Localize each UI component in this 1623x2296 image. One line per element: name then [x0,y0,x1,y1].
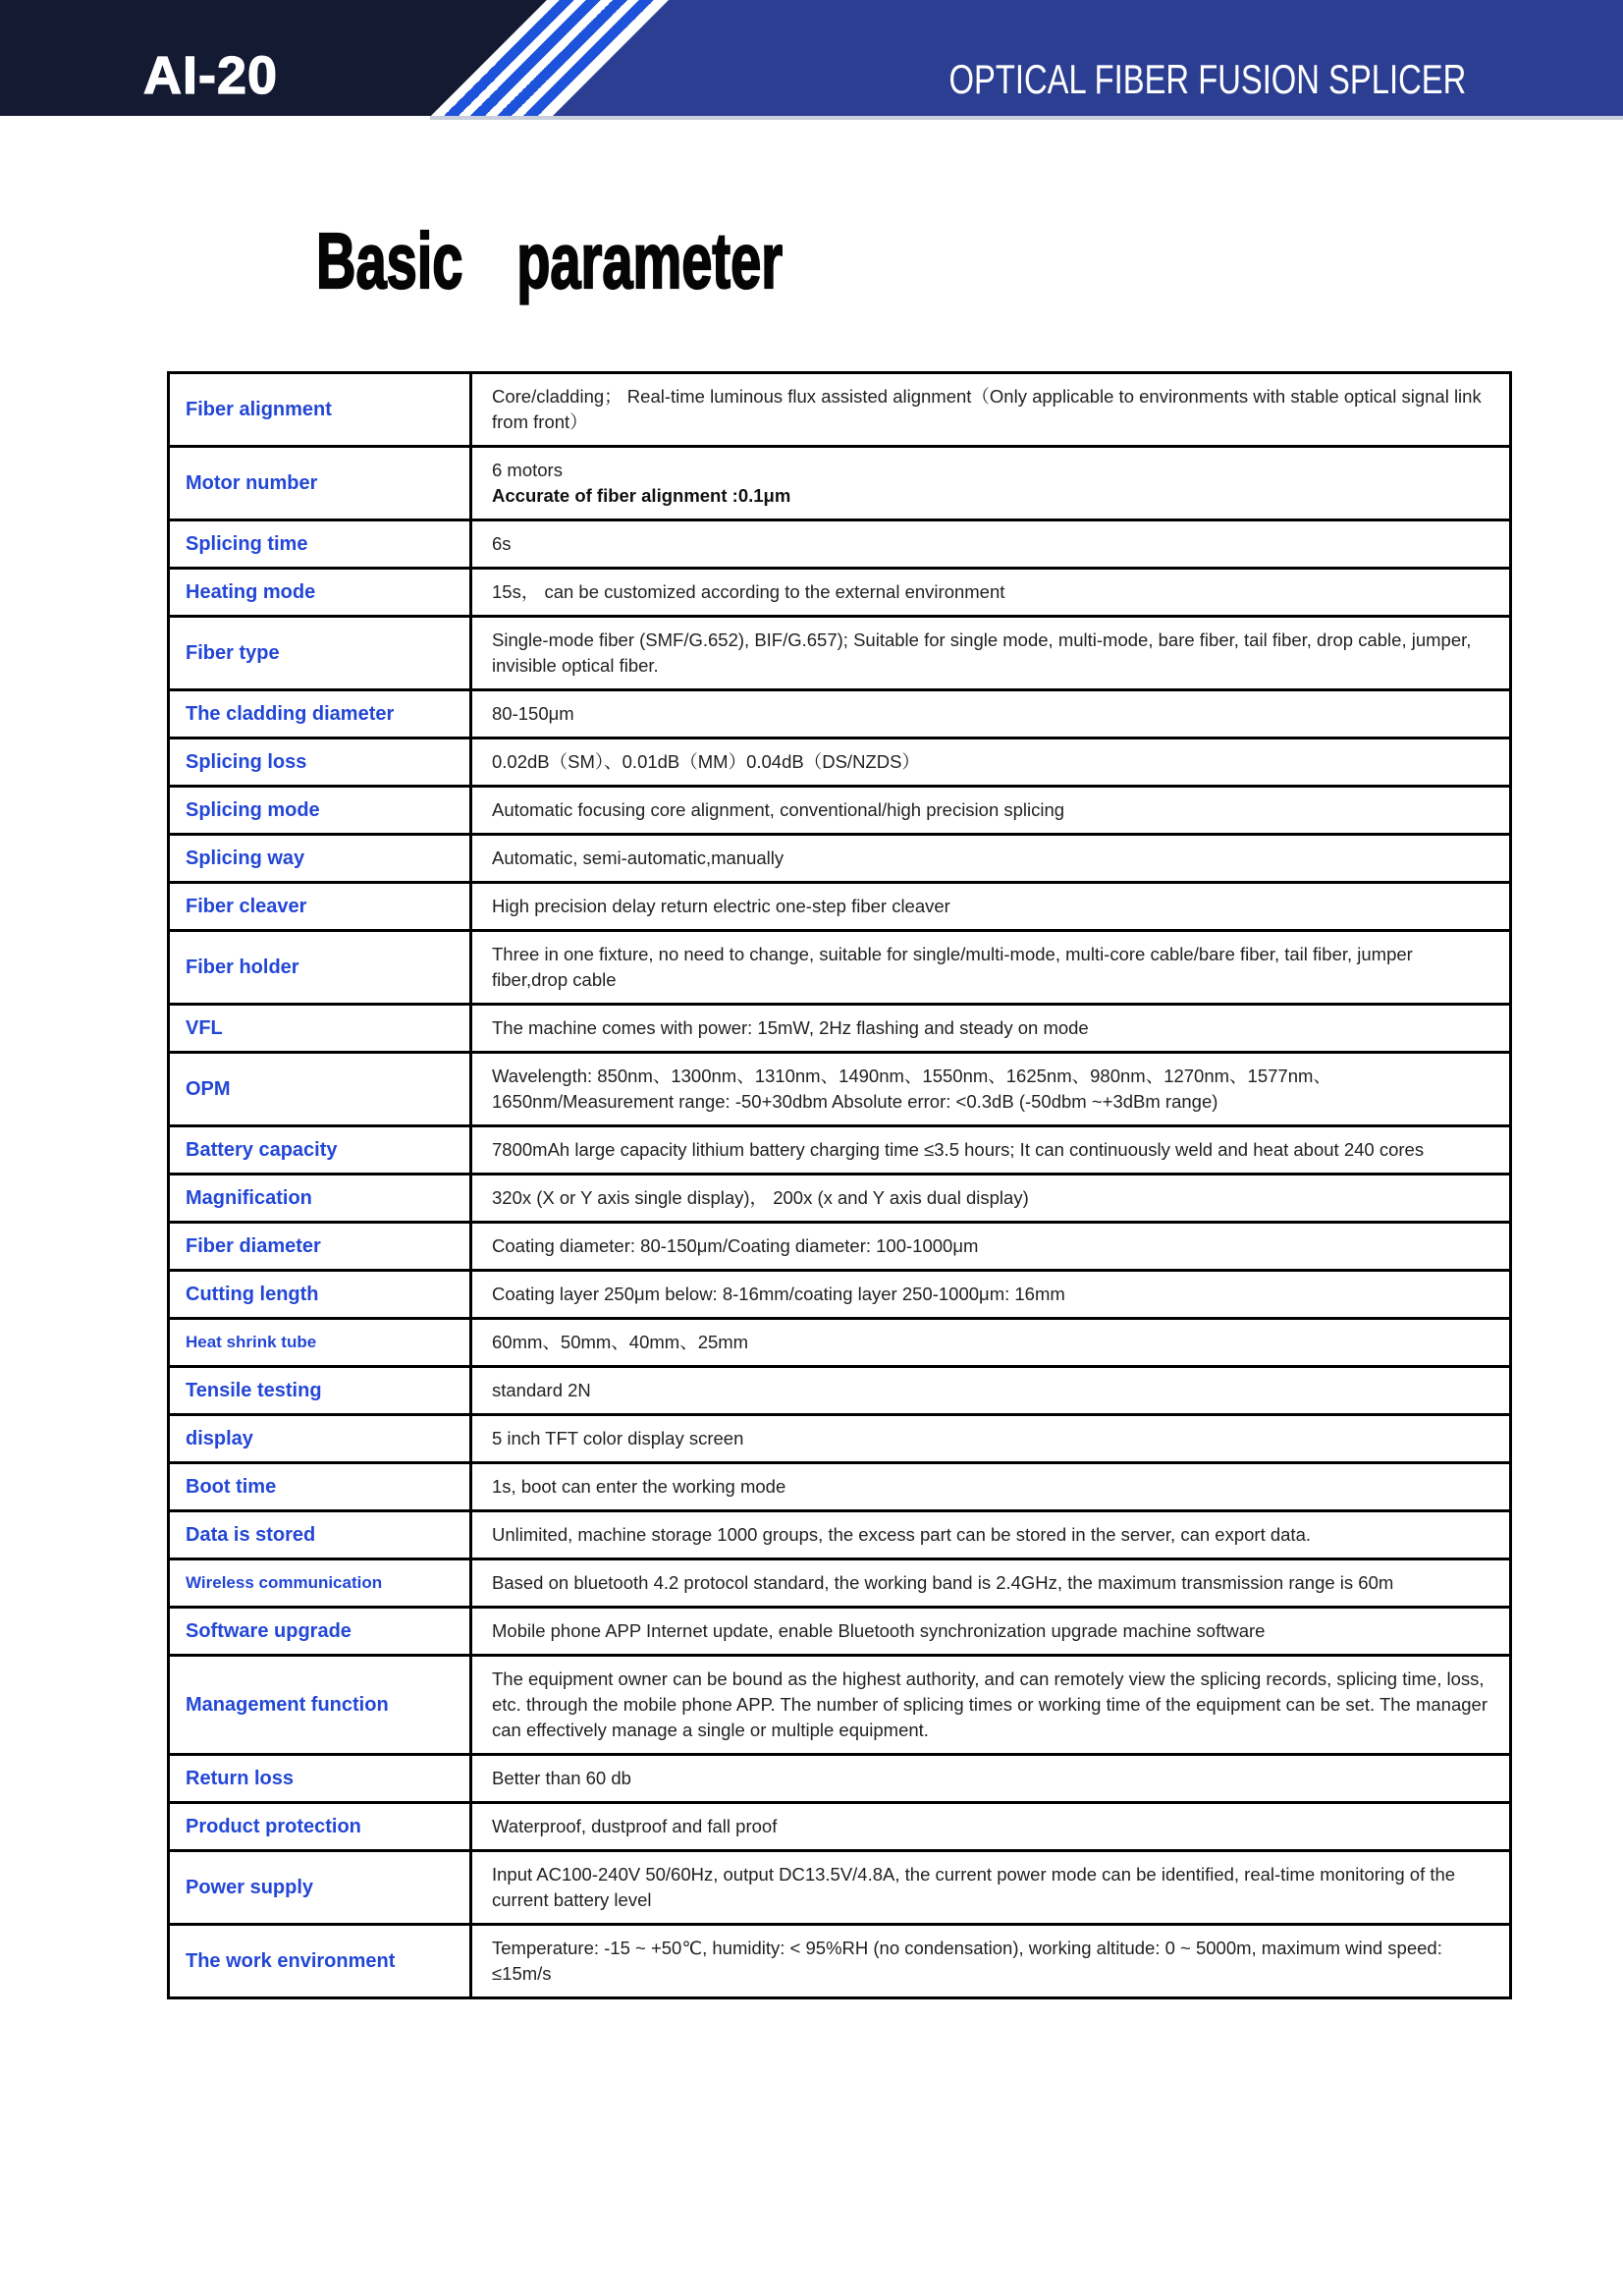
table-row [169,1126,1511,1175]
table-row [169,1755,1511,1803]
parameter-value-cell [471,1271,1511,1319]
parameter-value-cell [471,1851,1511,1925]
parameter-label: Boot time [169,1463,471,1511]
parameter-value-text: 5 inch TFT color display screen [492,1428,744,1449]
table-row [169,1851,1511,1925]
parameter-label: Software upgrade [169,1608,471,1656]
parameter-value-cell [471,1415,1511,1463]
model-label: AI-20 [143,46,279,105]
parameter-label: Data is stored [169,1511,471,1559]
parameter-value-cell [471,569,1511,617]
parameter-label: display [169,1415,471,1463]
parameter-value-cell [471,1367,1511,1415]
table-row [169,1463,1511,1511]
parameter-value-cell [471,1755,1511,1803]
parameter-value-text: Single-mode fiber (SMF/G.652), BIF/G.657); Suitable for single mode, multi-mode, bare fiber, tail fiber, drop cable, jumper, invisible optical fiber. [492,629,1472,676]
table-row [169,1053,1511,1126]
header-banner [0,0,1623,116]
parameter-value-text: Waterproof, dustproof and fall proof [492,1816,778,1836]
table-row [169,1005,1511,1053]
table-row [169,787,1511,835]
parameter-value-text: 15s， can be customized according to the external environment [492,581,1005,602]
parameter-value-text: The equipment owner can be bound as the highest authority, and can remotely view the splicing records, splicing time, loss, etc. through the mobile phone APP. The number of splicing times or working time of the equipment can be set. The manager can effectively manage a single or multiple equipment. [492,1668,1488,1740]
table-row [169,1511,1511,1559]
parameter-value-text: Three in one fixture, no need to change, suitable for single/multi-mode, multi-core cable/bare fiber, tail fiber, jumper fiber,drop cable [492,944,1413,990]
parameter-label: Management function [169,1656,471,1755]
parameter-value-text: 6s [492,533,512,554]
table-row [169,931,1511,1005]
parameter-value-cell [471,1175,1511,1223]
parameter-value-text: standard 2N [492,1380,591,1400]
parameter-value-cell [471,690,1511,738]
parameter-value-cell [471,1053,1511,1126]
parameter-value-text: The machine comes with power: 15mW, 2Hz flashing and steady on mode [492,1017,1089,1038]
parameter-value-cell [471,1656,1511,1755]
parameter-value-text: 60mm、50mm、40mm、25mm [492,1332,749,1352]
parameter-label: Splicing loss [169,738,471,787]
parameter-label: Wireless communication [169,1559,471,1608]
parameter-value-cell [471,447,1511,520]
basic-parameter-table-body [169,373,1511,1998]
parameter-value-cell [471,1005,1511,1053]
table-row [169,1271,1511,1319]
parameter-value-text: Core/cladding； Real-time luminous flux assisted alignment（Only applicable to environments with stable optical signal link from front） [492,386,1482,432]
parameter-label: Splicing mode [169,787,471,835]
parameter-value-cell [471,373,1511,447]
parameter-label: Fiber holder [169,931,471,1005]
parameter-label: Splicing way [169,835,471,883]
parameter-value-cell [471,1126,1511,1175]
table-row [169,1415,1511,1463]
parameter-label: Fiber alignment [169,373,471,447]
table-row [169,1175,1511,1223]
table-row [169,520,1511,569]
parameter-value-cell [471,1319,1511,1367]
parameter-value-cell [471,787,1511,835]
parameter-value-cell [471,1463,1511,1511]
parameter-label: Fiber diameter [169,1223,471,1271]
parameter-label: The cladding diameter [169,690,471,738]
parameter-value-text: 6 motors [492,460,563,480]
table-row [169,1223,1511,1271]
parameter-value-cell [471,1559,1511,1608]
parameter-label: The work environment [169,1925,471,1998]
parameter-label: Power supply [169,1851,471,1925]
parameter-value-text: High precision delay return electric one-step fiber cleaver [492,896,950,916]
parameter-label: Cutting length [169,1271,471,1319]
parameter-label: Tensile testing [169,1367,471,1415]
parameter-label: Fiber cleaver [169,883,471,931]
parameter-value-text: 80-150μm [492,703,574,724]
parameter-value-text: 7800mAh large capacity lithium battery charging time ≤3.5 hours; It can continuously weld and heat about 240 cores [492,1139,1425,1160]
basic-parameter-table [167,371,1512,1999]
parameter-value-text: Coating layer 250μm below: 8-16mm/coating layer 250-1000μm: 16mm [492,1284,1065,1304]
parameter-label: Product protection [169,1803,471,1851]
parameter-value-cell [471,1925,1511,1998]
table-row [169,1925,1511,1998]
parameter-value-text: Wavelength: 850nm、1300nm、1310nm、1490nm、1550nm、1625nm、980nm、1270nm、1577nm、1650nm/Measurement range: -50+30dbm Absolute error: <0.3dB (-50dbm ~+3dBm range) [492,1066,1331,1112]
parameter-value-cell [471,738,1511,787]
parameter-value-cell [471,1803,1511,1851]
table-row [169,617,1511,690]
parameter-value-text: 320x (X or Y axis single display)， 200x (x and Y axis dual display) [492,1187,1029,1208]
table-row [169,690,1511,738]
table-row [169,1608,1511,1656]
page-title: Basic parameter [316,217,784,304]
table-row [169,883,1511,931]
parameter-value-text: Automatic, semi-automatic,manually [492,847,784,868]
parameter-value-text: Mobile phone APP Internet update, enable Bluetooth synchronization upgrade machine software [492,1620,1266,1641]
parameter-value-cell [471,835,1511,883]
parameter-value-cell [471,520,1511,569]
parameter-label: Heating mode [169,569,471,617]
parameter-value-bold-text: Accurate of fiber alignment :0.1μm [492,485,791,506]
header-underline [430,116,1623,120]
parameter-value-cell [471,1608,1511,1656]
product-name: OPTICAL FIBER FUSION SPLICER [948,56,1466,102]
parameter-value-text: Coating diameter: 80-150μm/Coating diameter: 100-1000μm [492,1235,979,1256]
parameter-label: Return loss [169,1755,471,1803]
table-row [169,738,1511,787]
table-row [169,447,1511,520]
parameter-value-cell [471,1223,1511,1271]
parameter-value-cell [471,1511,1511,1559]
parameter-label: VFL [169,1005,471,1053]
parameter-value-text: 1s, boot can enter the working mode [492,1476,786,1497]
parameter-value-cell [471,617,1511,690]
parameter-value-cell [471,931,1511,1005]
table-row [169,1559,1511,1608]
table-row [169,835,1511,883]
table-row [169,1803,1511,1851]
table-row [169,1656,1511,1755]
parameter-label: Heat shrink tube [169,1319,471,1367]
parameter-value-text: Automatic focusing core alignment, conventional/high precision splicing [492,799,1065,820]
table-row [169,373,1511,447]
parameter-value-text: Input AC100-240V 50/60Hz, output DC13.5V/4.8A, the current power mode can be identified, real-time monitoring of the current battery level [492,1864,1456,1910]
parameter-value-text: Based on bluetooth 4.2 protocol standard, the working band is 2.4GHz, the maximum transmission range is 60m [492,1572,1394,1593]
parameter-label: OPM [169,1053,471,1126]
parameter-label: Splicing time [169,520,471,569]
parameter-value-cell [471,883,1511,931]
parameter-label: Magnification [169,1175,471,1223]
parameter-value-text: 0.02dB（SM）、0.01dB（MM）0.04dB（DS/NZDS） [492,751,920,772]
table-row [169,1367,1511,1415]
parameter-label: Fiber type [169,617,471,690]
parameter-value-text: Unlimited, machine storage 1000 groups, the excess part can be stored in the server, can export data. [492,1524,1311,1545]
parameter-label: Battery capacity [169,1126,471,1175]
parameter-value-text: Better than 60 db [492,1768,631,1788]
table-row [169,1319,1511,1367]
table-row [169,569,1511,617]
parameter-value-text: Temperature: -15 ~ +50℃, humidity: < 95%RH (no condensation), working altitude: 0 ~ 5000m, maximum wind speed: ≤15m/s [492,1938,1442,1984]
parameter-label: Motor number [169,447,471,520]
